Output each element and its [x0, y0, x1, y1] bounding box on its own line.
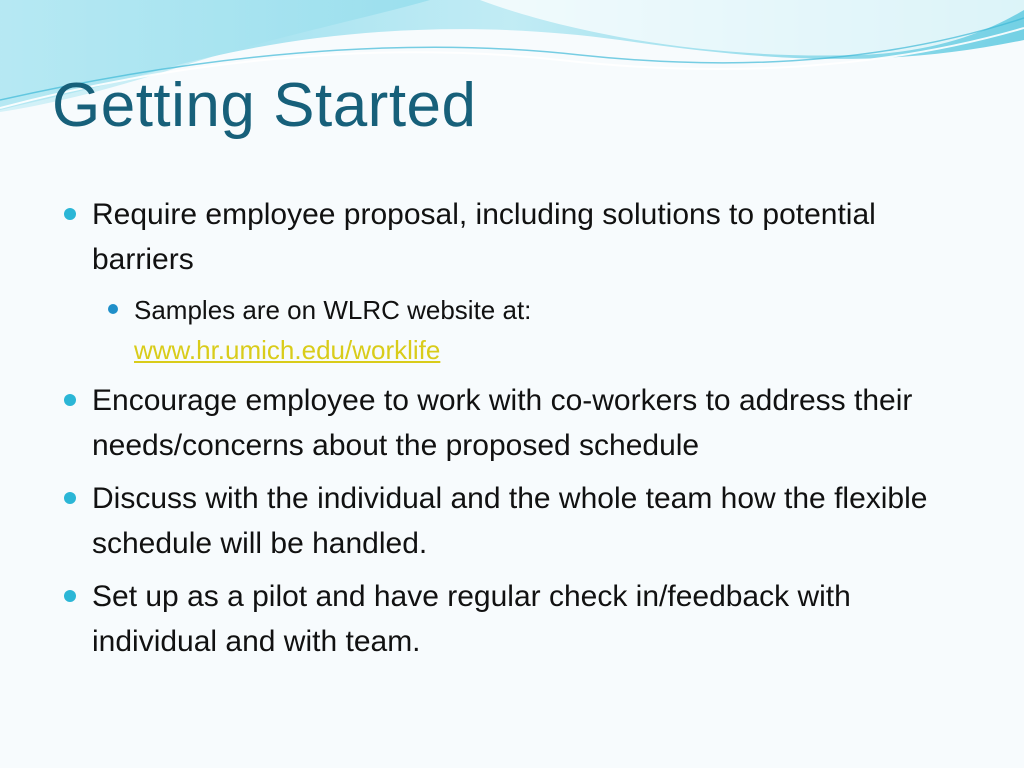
- worklife-link[interactable]: www.hr.umich.edu/worklife: [134, 335, 441, 365]
- bullet-text: Set up as a pilot and have regular check in/feedback with individual and with team.: [92, 580, 851, 658]
- bullet-text: Samples are on WLRC website at:: [134, 295, 532, 325]
- list-item: [60, 378, 960, 468]
- bullet-text: Discuss with the individual and the whole team how the flexible schedule will be handled.: [92, 482, 928, 560]
- list-item: [60, 192, 960, 282]
- sub-list-item: [102, 290, 960, 370]
- bullet-dot-icon: [64, 590, 76, 602]
- bullet-text: Encourage employee to work with co-workers to address their needs/concerns about the proposed schedule: [92, 384, 913, 462]
- bullet-dot-icon: [64, 394, 76, 406]
- bullet-dot-icon: [64, 208, 76, 220]
- bullet-text: Require employee proposal, including solutions to potential barriers: [92, 198, 876, 276]
- list-item: [60, 476, 960, 566]
- bullet-dot-icon: [64, 492, 76, 504]
- list-item: [60, 574, 960, 664]
- slide-title: Getting Started: [52, 71, 477, 140]
- bullet-list: [60, 192, 960, 672]
- bullet-dot-icon: [108, 304, 118, 314]
